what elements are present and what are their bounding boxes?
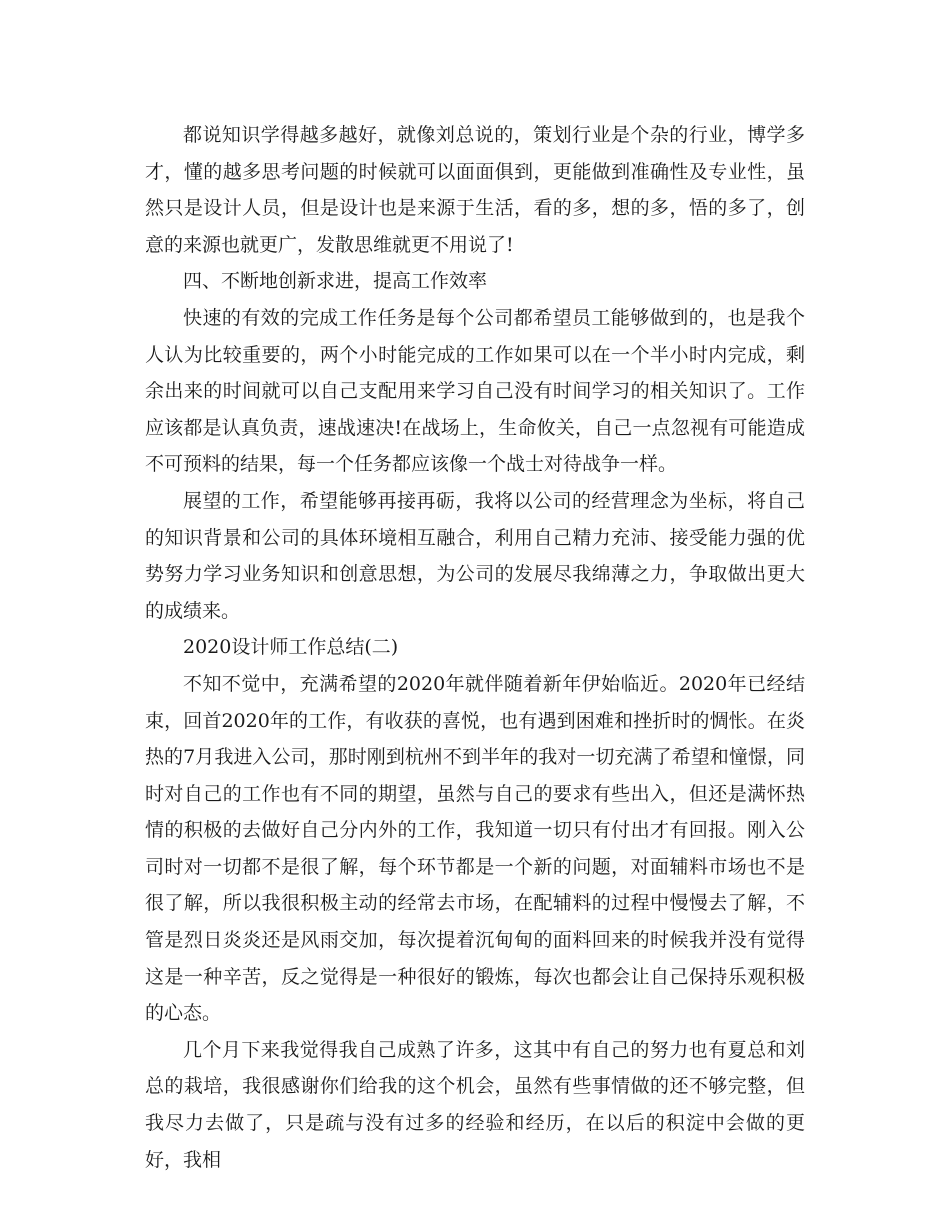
paragraph-outlook: 展望的工作，希望能够再接再砺，我将以公司的经营理念为坐标，将自己的知识背景和公司的具体环境相互融合，利用自己精力充沛、接受能力强的优势努力学习业务知识和创意思想，为公司的发展尽我绵薄之力，争取做出更大的成绩来。 (145, 489, 805, 622)
paragraph-knowledge: 都说知识学得越多越好，就像刘总说的，策划行业是个杂的行业，博学多才，懂的越多思考问题的时候就可以面面俱到，更能做到准确性及专业性，虽然只是设计人员，但是设计也是来源于生活，看的多，想的多，悟的多了，创意的来源也就更广，发散思维就更不用说了! (145, 124, 805, 256)
paragraph-year-review: 不知不觉中，充满希望的2020年就伴随着新年伊始临近。2020年已经结束，回首2020年的工作，有收获的喜悦，也有遇到困难和挫折时的惆怅。在炎热的7月我进入公司，那时刚到杭州不到半年的我对一切充满了希望和憧憬，同时对自己的工作也有不同的期望，虽然与自己的要求有些出入，但还是满怀热情的积极的去做好自己分内外的工作，我知道一切只有付出才有回报。刚入公司时对一切都不是很了解，每个环节都是一个新的问题，对面辅料市场也不是很了解，所以我很积极主动的经常去市场，在配辅料的过程中慢慢去了解，不管是烈日炎炎还是风雨交加，每次提着沉甸甸的面料回来的时候我并没有觉得这是一种辛苦，反之觉得是一种很好的锻炼，每次也都会让自己保持乐观积极的心态。 (145, 672, 805, 1025)
document-body (145, 117, 805, 1178)
paragraph-efficiency: 快速的有效的完成工作任务是每个公司都希望员工能够做到的，也是我个人认为比较重要的，两个小时能完成的工作如果可以在一个半小时内完成，剩余出来的时间就可以自己支配用来学习自己没有时间学习的相关知识了。工作应该都是认真负责，速战速决!在战场上，生命攸关，自己一点忽视有可能造成不可预料的结果，每一个任务都应该像一个战士对待战争一样。 (145, 306, 805, 476)
section-title-summary-two: 2020设计师工作总结(二) (183, 636, 399, 659)
section-heading-innovation: 四、不断地创新求进，提高工作效率 (183, 270, 488, 293)
paragraph-growth: 几个月下来我觉得我自己成熟了许多，这其中有自己的努力也有夏总和刘总的栽培，我很感谢你们给我的这个机会，虽然有些事情做的还不够完整，但我尽力去做了，只是疏与没有过多的经验和经历，在以后的积淀中会做的更好，我相 (145, 1038, 805, 1171)
